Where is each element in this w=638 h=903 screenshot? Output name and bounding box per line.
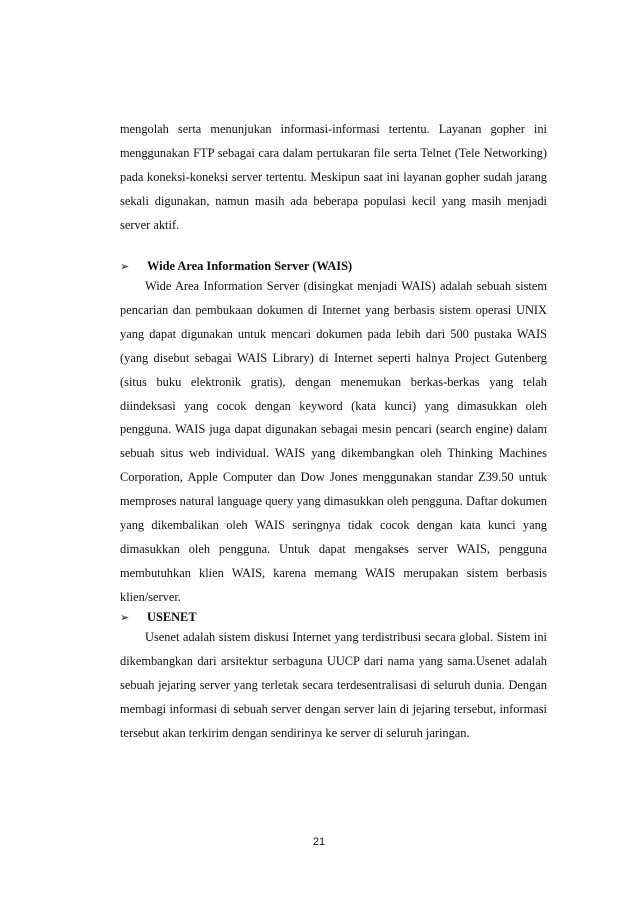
section-heading-usenet [120, 607, 547, 627]
section-body-wais: Wide Area Information Server (disingkat menjadi WAIS) adalah sebuah sistem pencarian dan pembukaan dokumen di Internet yang berbasis sistem operasi UNIX yang dapat digunakan untuk mencari dokumen pada lebih dari 500 pustaka WAIS (yang disebut sebagai WAIS Library) di Internet seperti halnya Project Gutenberg (situs buku elektronik gratis), dengan menemukan berkas-berkas yang telah diindeksasi yang cocok dengan keyword (kata kunci) yang dimasukkan oleh pengguna. WAIS juga dapat digunakan sebagai mesin pencari (search engine) dalam sebuah situs web individual. WAIS yang dikembangkan oleh Thinking Machines Corporation, Apple Computer dan Dow Jones menggunakan standar Z39.50 untuk memproses natural language query yang dimasukkan oleh pengguna. Daftar dokumen yang dikembalikan oleh WAIS seringnya tidak cocok dengan kata kunci yang dimasukkan oleh pengguna. Untuk dapat mengakses server WAIS, pengguna membutuhkan klien WAIS, karena memang WAIS merupakan sistem berbasis klien/server. [120, 279, 547, 604]
section-heading-wais [120, 256, 547, 276]
intro-paragraph: mengolah serta menunjukan informasi-informasi tertentu. Layanan gopher ini menggunakan FTP sebagai cara dalam pertukaran file serta Telnet (Tele Networking) pada koneksi-koneksi server tertentu. Meskipun saat ini layanan gopher sudah jarang sekali digunakan, namun masih ada beberapa populasi kecil yang masih menjadi server aktif. [120, 122, 547, 232]
section-title-wais: Wide Area Information Server (WAIS) [147, 259, 353, 273]
page-number: 21 [312, 836, 326, 848]
arrow-bullet-icon: ➢ [120, 611, 130, 624]
section-title-usenet: USENET [147, 610, 197, 624]
arrow-bullet-icon: ➢ [120, 260, 130, 273]
section-body-usenet: Usenet adalah sistem diskusi Internet yang terdistribusi secara global. Sistem ini dikembangkan dari arsitektur serbaguna UUCP dari nama yang sama.Usenet adalah sebuah jejaring server yang terletak secara terdesentralisasi di seluruh dunia. Dengan membagi informasi di sebuah server dengan server lain di jejaring tersebut, informasi tersebut akan terkirim dengan sendirinya ke server di seluruh jaringan. [120, 630, 547, 740]
